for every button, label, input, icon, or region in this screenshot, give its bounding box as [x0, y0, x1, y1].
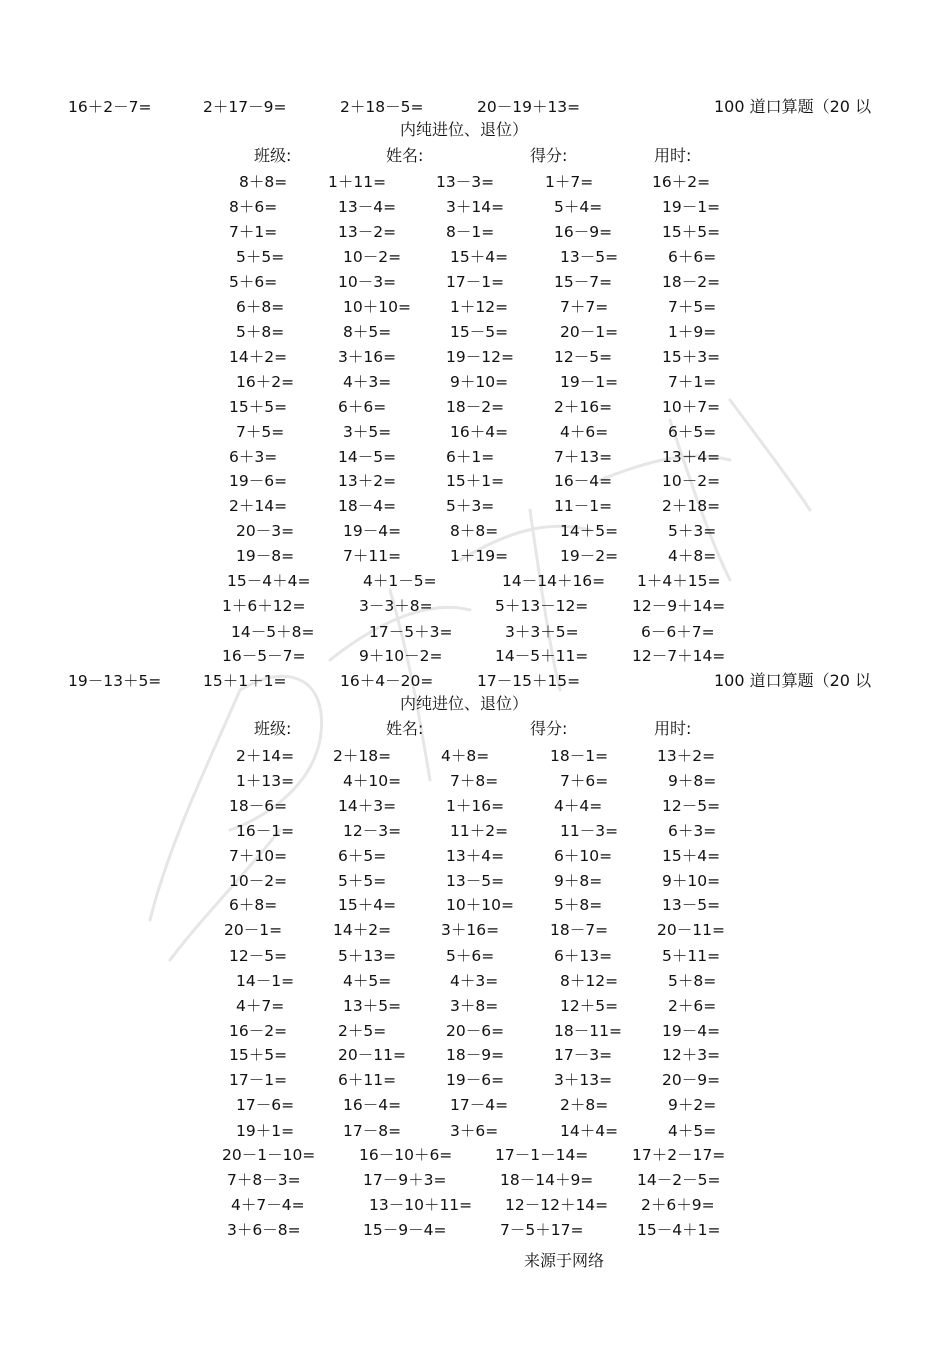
problem: 14－2－5= — [637, 1171, 721, 1189]
time-label: 用时: — [654, 719, 692, 738]
problem: 15－9－4= — [363, 1221, 447, 1239]
problem: 20－1= — [224, 921, 283, 939]
problem-row — [0, 870, 950, 895]
problem: 7＋6= — [560, 772, 609, 790]
problem: 3＋6= — [450, 1122, 499, 1140]
problem: 9＋10= — [662, 872, 721, 890]
problem: 20－3= — [236, 522, 295, 540]
class-label: 班级: — [254, 146, 292, 165]
problem: 16－1= — [236, 822, 295, 840]
footer-source: 来源于网络 — [524, 1251, 605, 1270]
problem-row — [0, 495, 950, 520]
problem: 17－3= — [554, 1046, 613, 1064]
problem: 15＋4= — [450, 248, 509, 266]
problem: 19－13＋5= — [68, 672, 162, 690]
problem: 5＋4= — [554, 198, 603, 216]
problem-row — [0, 919, 950, 944]
problem-row — [0, 894, 950, 919]
problem: 18－7= — [550, 921, 609, 939]
problem: 2＋14= — [229, 497, 288, 515]
problem-row — [0, 1069, 950, 1094]
problem: 2＋14= — [236, 747, 295, 765]
problem-row — [0, 845, 950, 870]
problem: 19－8= — [236, 547, 295, 565]
problem: 15＋4= — [662, 847, 721, 865]
problem-row — [0, 795, 950, 820]
problem: 16－5－7= — [222, 647, 306, 665]
problem: 13－10＋11= — [369, 1196, 473, 1214]
problem: 15＋5= — [662, 223, 721, 241]
problem: 5＋13－12= — [495, 597, 589, 615]
problem: 11－3= — [560, 822, 619, 840]
problem: 10－2= — [229, 872, 288, 890]
time-label: 用时: — [654, 146, 692, 165]
problem: 7＋11= — [343, 547, 402, 565]
problem: 14－14＋16= — [502, 572, 606, 590]
problem: 1＋16= — [446, 797, 505, 815]
problem: 1＋11= — [328, 173, 387, 191]
problem: 10＋10= — [446, 896, 514, 914]
problem: 10－3= — [338, 273, 397, 291]
problem: 14＋5= — [560, 522, 619, 540]
three-term-row — [0, 1219, 950, 1244]
problem: 6＋8= — [236, 298, 285, 316]
problem: 15＋1＋1= — [203, 672, 287, 690]
problem: 7＋1= — [229, 223, 278, 241]
problem-row — [0, 321, 950, 346]
problem-row — [0, 271, 950, 296]
problem: 3＋8= — [450, 997, 499, 1015]
problem: 6＋11= — [338, 1071, 397, 1089]
problem: 1＋9= — [668, 323, 717, 341]
problem: 1＋4＋15= — [637, 572, 721, 590]
problem-row — [0, 1120, 950, 1145]
sheet-subtitle: 内纯进位、退位） — [400, 120, 529, 139]
problem-row — [0, 296, 950, 321]
problem: 12＋5= — [560, 997, 619, 1015]
class-label: 班级: — [254, 719, 292, 738]
problem-row — [0, 396, 950, 421]
problem: 14－1= — [236, 972, 295, 990]
problem: 17－4= — [450, 1096, 509, 1114]
problem: 15＋4= — [338, 896, 397, 914]
sheet-2-top-row — [0, 670, 950, 695]
problem: 3＋3＋5= — [505, 623, 579, 641]
three-term-row — [0, 1169, 950, 1194]
problem-row — [0, 421, 950, 446]
problem: 19－4= — [343, 522, 402, 540]
problem: 20－1－10= — [222, 1146, 316, 1164]
problem: 6＋6= — [338, 398, 387, 416]
problem-row — [0, 770, 950, 795]
problem: 17－6= — [236, 1096, 295, 1114]
problem-row — [0, 1094, 950, 1119]
problem: 9＋10－2= — [359, 647, 443, 665]
problem: 9＋8= — [668, 772, 717, 790]
problem: 8－1= — [446, 223, 495, 241]
problem: 20－11= — [657, 921, 725, 939]
problem: 6＋5= — [338, 847, 387, 865]
problem: 6＋13= — [554, 947, 613, 965]
problem: 14－5= — [338, 448, 397, 466]
problem: 14－5＋8= — [231, 623, 315, 641]
problem: 4＋7－4= — [231, 1196, 305, 1214]
problem: 18－11= — [554, 1022, 622, 1040]
problem: 15－4＋4= — [227, 572, 311, 590]
problem: 2＋5= — [338, 1022, 387, 1040]
problem: 2＋6＋9= — [641, 1196, 715, 1214]
problem: 5＋8= — [554, 896, 603, 914]
problem: 4＋8= — [441, 747, 490, 765]
problem: 14＋2= — [229, 348, 288, 366]
problem: 2＋6= — [668, 997, 717, 1015]
problem: 8＋8= — [450, 522, 499, 540]
sheet-title: 100 道口算题（20 以 — [714, 97, 872, 116]
problem: 15－4＋1= — [637, 1221, 721, 1239]
problem: 5＋11= — [662, 947, 721, 965]
problem: 7＋1= — [668, 373, 717, 391]
problem: 8＋12= — [560, 972, 619, 990]
problem: 7＋5= — [668, 298, 717, 316]
problem: 12－3= — [343, 822, 402, 840]
problem: 14＋4= — [560, 1122, 619, 1140]
problem-row — [0, 371, 950, 396]
problem: 5＋3= — [668, 522, 717, 540]
problem-row — [0, 221, 950, 246]
problem: 1＋13= — [236, 772, 295, 790]
problem: 19－12= — [446, 348, 514, 366]
three-term-row — [0, 1194, 950, 1219]
name-label: 姓名: — [386, 146, 424, 165]
problem: 5＋6= — [446, 947, 495, 965]
problem: 13＋4= — [446, 847, 505, 865]
problem: 16－2= — [229, 1022, 288, 1040]
problem: 15＋5= — [229, 1046, 288, 1064]
problem: 17－5＋3= — [369, 623, 453, 641]
problem: 18－4= — [338, 497, 397, 515]
header-labels — [0, 718, 950, 743]
problem: 18－9= — [446, 1046, 505, 1064]
problem: 19－6= — [229, 472, 288, 490]
problem: 4＋7= — [236, 997, 285, 1015]
problem: 2＋18= — [662, 497, 721, 515]
problem: 20－9= — [662, 1071, 721, 1089]
problem: 10－2= — [662, 472, 721, 490]
problem: 16－9= — [554, 223, 613, 241]
problem: 12－12＋14= — [505, 1196, 609, 1214]
problem: 15＋3= — [662, 348, 721, 366]
problem: 4＋6= — [560, 423, 609, 441]
problem: 13＋5= — [343, 997, 402, 1015]
problem: 3＋16= — [338, 348, 397, 366]
problem: 6＋3= — [668, 822, 717, 840]
problem: 17－15＋15= — [477, 672, 581, 690]
problem: 15＋1= — [446, 472, 505, 490]
problem: 2＋18= — [333, 747, 392, 765]
problem: 14＋2= — [333, 921, 392, 939]
problem: 17－8= — [343, 1122, 402, 1140]
problem-row — [0, 470, 950, 495]
problem: 5＋13= — [338, 947, 397, 965]
problem: 6－6＋7= — [641, 623, 715, 641]
problem: 19－6= — [446, 1071, 505, 1089]
problem: 8＋5= — [343, 323, 392, 341]
header-labels — [0, 145, 950, 170]
sheet-subtitle: 内纯进位、退位） — [400, 694, 529, 713]
problem: 4＋3= — [343, 373, 392, 391]
problem-row — [0, 820, 950, 845]
problem: 16－4= — [343, 1096, 402, 1114]
problem: 4＋3= — [450, 972, 499, 990]
problem: 6＋8= — [229, 896, 278, 914]
problem: 16－4= — [554, 472, 613, 490]
problem: 4＋4= — [554, 797, 603, 815]
problem: 17－1－14= — [495, 1146, 589, 1164]
problem: 9＋10= — [450, 373, 509, 391]
problem: 14－5＋11= — [495, 647, 589, 665]
name-label: 姓名: — [386, 719, 424, 738]
problem: 3＋14= — [446, 198, 505, 216]
problem: 10＋10= — [343, 298, 411, 316]
problem: 19－1= — [560, 373, 619, 391]
problem: 6＋3= — [229, 448, 278, 466]
problem: 20－11= — [338, 1046, 406, 1064]
three-term-row — [0, 595, 950, 620]
problem: 7－5＋17= — [500, 1221, 584, 1239]
problem: 1＋19= — [450, 547, 509, 565]
three-term-row — [0, 570, 950, 595]
problem: 13－4= — [338, 198, 397, 216]
problem: 18－1= — [550, 747, 609, 765]
problem: 7＋8－3= — [227, 1171, 301, 1189]
problem: 6＋10= — [554, 847, 613, 865]
problem: 13＋2= — [657, 747, 716, 765]
problem: 1＋7= — [545, 173, 594, 191]
problem: 17－1= — [229, 1071, 288, 1089]
problem: 5＋6= — [229, 273, 278, 291]
problem: 9＋2= — [668, 1096, 717, 1114]
problem-row — [0, 446, 950, 471]
problem-row — [0, 945, 950, 970]
sheet-1-top-row — [0, 96, 950, 121]
problem: 13＋4= — [662, 448, 721, 466]
problem: 19－2= — [560, 547, 619, 565]
problem: 1＋12= — [450, 298, 509, 316]
problem: 10－2= — [343, 248, 402, 266]
problem-row — [0, 745, 950, 770]
problem: 20－19＋13= — [477, 98, 581, 116]
problem: 5＋3= — [446, 497, 495, 515]
problem: 13－2= — [338, 223, 397, 241]
problem: 12－5= — [554, 348, 613, 366]
problem: 17－1= — [446, 273, 505, 291]
problem-row — [0, 970, 950, 995]
sheet-title: 100 道口算题（20 以 — [714, 671, 872, 690]
problem: 12－9＋14= — [632, 597, 726, 615]
problem: 7＋5= — [236, 423, 285, 441]
problem-row — [0, 1044, 950, 1069]
problem: 7＋7= — [560, 298, 609, 316]
problem: 2＋8= — [560, 1096, 609, 1114]
score-label: 得分: — [530, 146, 568, 165]
problem: 2＋18－5= — [340, 98, 424, 116]
problem: 14＋3= — [338, 797, 397, 815]
problem: 6＋6= — [668, 248, 717, 266]
problem: 2＋16= — [554, 398, 613, 416]
problem-row — [0, 196, 950, 221]
problem: 1＋6＋12= — [222, 597, 306, 615]
problem: 6＋5= — [668, 423, 717, 441]
problem: 12－5= — [229, 947, 288, 965]
problem: 8＋6= — [229, 198, 278, 216]
problem: 16＋2= — [236, 373, 295, 391]
problem: 3＋16= — [441, 921, 500, 939]
problem: 16＋2= — [652, 173, 711, 191]
problem: 18－2= — [446, 398, 505, 416]
problem: 4＋10= — [343, 772, 402, 790]
problem: 20－6= — [446, 1022, 505, 1040]
problem: 18－6= — [229, 797, 288, 815]
three-term-row — [0, 1144, 950, 1169]
problem: 9＋8= — [554, 872, 603, 890]
problem-row — [0, 171, 950, 196]
problem: 19＋1= — [236, 1122, 295, 1140]
problem: 4＋1－5= — [363, 572, 437, 590]
problem: 12＋3= — [662, 1046, 721, 1064]
problem: 19－4= — [662, 1022, 721, 1040]
problem: 13－3= — [436, 173, 495, 191]
problem: 16＋4－20= — [340, 672, 434, 690]
problem: 10＋7= — [662, 398, 721, 416]
problem: 5＋8= — [236, 323, 285, 341]
problem: 19－1= — [662, 198, 721, 216]
problem: 3＋5= — [343, 423, 392, 441]
problem: 15－5= — [450, 323, 509, 341]
problem: 7＋8= — [450, 772, 499, 790]
problem: 18－14＋9= — [500, 1171, 594, 1189]
problem: 5＋5= — [236, 248, 285, 266]
problem: 15－7= — [554, 273, 613, 291]
problem: 13＋2= — [338, 472, 397, 490]
problem-row — [0, 1020, 950, 1045]
problem: 7＋10= — [229, 847, 288, 865]
problem: 4＋5= — [343, 972, 392, 990]
problem-row — [0, 520, 950, 545]
problem: 5＋8= — [668, 972, 717, 990]
problem: 17＋2－17= — [632, 1146, 726, 1164]
problem: 13－5= — [662, 896, 721, 914]
problem-row — [0, 346, 950, 371]
three-term-row — [0, 645, 950, 670]
problem: 3－3＋8= — [359, 597, 433, 615]
problem: 11－1= — [554, 497, 613, 515]
problem: 16＋2－7= — [68, 98, 152, 116]
problem: 17－9＋3= — [363, 1171, 447, 1189]
problem: 13－5= — [560, 248, 619, 266]
score-label: 得分: — [530, 719, 568, 738]
problem: 16－10＋6= — [359, 1146, 453, 1164]
problem: 12－7＋14= — [632, 647, 726, 665]
problem: 8＋8= — [239, 173, 288, 191]
problem: 20－1= — [560, 323, 619, 341]
problem: 13－5= — [446, 872, 505, 890]
problem: 16＋4= — [450, 423, 509, 441]
three-term-row — [0, 621, 950, 646]
problem-row — [0, 246, 950, 271]
problem: 12－5= — [662, 797, 721, 815]
problem: 15＋5= — [229, 398, 288, 416]
problem: 3＋13= — [554, 1071, 613, 1089]
problem: 6＋1= — [446, 448, 495, 466]
problem: 4＋5= — [668, 1122, 717, 1140]
problem: 18－2= — [662, 273, 721, 291]
problem: 3＋6－8= — [227, 1221, 301, 1239]
problem-row — [0, 995, 950, 1020]
problem-row — [0, 545, 950, 570]
problem: 7＋13= — [554, 448, 613, 466]
problem: 2＋17－9= — [203, 98, 287, 116]
problem: 11＋2= — [450, 822, 509, 840]
problem: 4＋8= — [668, 547, 717, 565]
problem: 5＋5= — [338, 872, 387, 890]
